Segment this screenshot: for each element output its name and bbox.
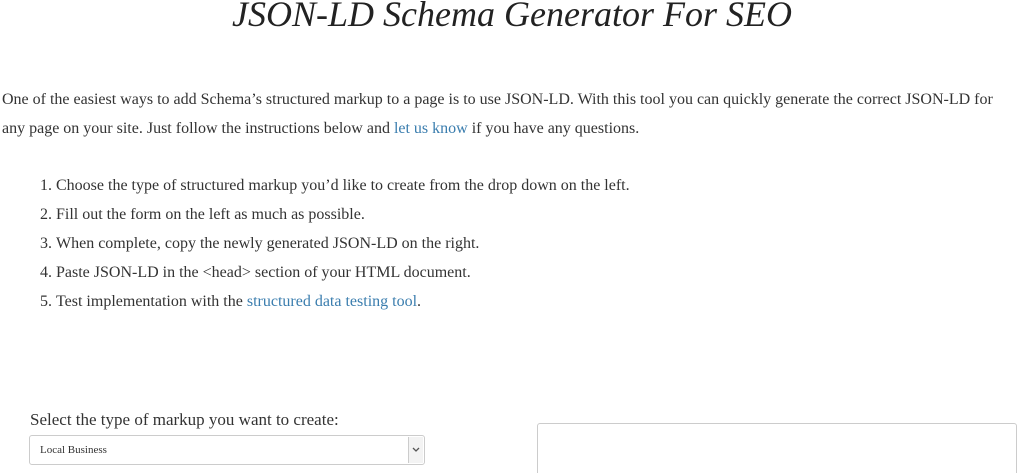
step-item (56, 258, 630, 287)
step-text: Fill out the form on the left as much as possible. (56, 206, 365, 223)
step-item (56, 229, 630, 258)
select-value: Local Business (40, 444, 107, 456)
markup-type-select[interactable] (29, 435, 425, 465)
step-suffix: . (417, 293, 422, 310)
step-text: Test implementation with the (56, 293, 247, 310)
step-text: When complete, copy the newly generated JSON-LD on the right. (56, 235, 480, 252)
intro-paragraph (2, 85, 1012, 143)
json-ld-output[interactable] (537, 423, 1017, 473)
markup-type-label: Select the type of markup you want to create: (30, 410, 339, 429)
intro-text-end: if you have any questions. (467, 120, 640, 137)
step-item (56, 171, 630, 200)
testing-tool-link[interactable]: structured data testing tool (246, 293, 418, 310)
chevron-down-icon (412, 447, 420, 453)
step-text: Paste JSON-LD in the <head> section of your HTML document. (56, 264, 471, 281)
step-text: Choose the type of structured markup you’d like to create from the drop down on the left. (56, 177, 630, 194)
step-item (56, 287, 630, 316)
instruction-steps (0, 171, 630, 316)
page-title: JSON-LD Schema Generator For SEO (232, 0, 792, 34)
select-arrow-button[interactable] (408, 437, 423, 463)
intro-text-start: One of the easiest ways to add Schema’s structured markup to a page is to use JSON-LD. With this tool you can quickly generate the correct JSON-LD for any page on your site. Just follow the instructions below and (2, 91, 993, 137)
contact-link[interactable]: let us know (393, 120, 468, 137)
step-item (56, 200, 630, 229)
